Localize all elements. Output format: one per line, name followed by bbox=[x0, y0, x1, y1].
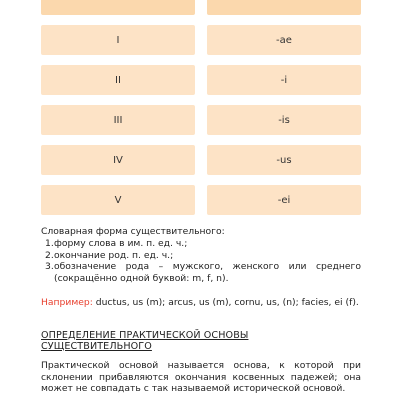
ending-cell: -ae bbox=[207, 25, 361, 55]
list-text: окончание род. п. ед. ч.; bbox=[54, 249, 174, 261]
example-text: ductus, us (m); arcus, us (m), cornu, us, (n); facies, ei (f). bbox=[92, 297, 359, 308]
declension-cell: II bbox=[41, 65, 195, 95]
ending-cell: -ei bbox=[207, 185, 361, 215]
declension-cell: I bbox=[41, 25, 195, 55]
dict-form-list bbox=[45, 238, 361, 284]
section-heading: ОПРЕДЕЛЕНИЕ ПРАКТИЧЕСКОЙ ОСНОВЫ СУЩЕСТВИТЕЛЬНОГО bbox=[41, 330, 249, 352]
section-paragraph: Практической основой называется основа, к которой при склонении прибавляются окончания косвенных падежей; она может не совпадать с так называемой исторической основой. bbox=[41, 360, 361, 395]
table-row bbox=[41, 65, 361, 95]
list-number: 2. bbox=[45, 249, 54, 261]
header-cell-ending bbox=[207, 0, 361, 15]
table-row bbox=[41, 145, 361, 175]
table-row bbox=[41, 105, 361, 135]
list-text: (сокращённо одной буквой: m, f, n). bbox=[54, 272, 229, 284]
ending-cell: -i bbox=[207, 65, 361, 95]
declension-cell: III bbox=[41, 105, 195, 135]
list-number: 3. bbox=[45, 261, 54, 272]
list-item bbox=[45, 238, 361, 250]
dict-form-title: Словарная форма существительного: bbox=[41, 226, 225, 237]
table-header-row bbox=[41, 0, 361, 15]
list-text: обозначение рода – мужского, женского или среднего bbox=[54, 261, 361, 272]
declension-table bbox=[41, 0, 361, 225]
example-label: Например: bbox=[41, 297, 93, 308]
ending-cell: -is bbox=[207, 105, 361, 135]
declension-cell: V bbox=[41, 185, 195, 215]
ending-cell: -us bbox=[207, 145, 361, 175]
list-number: 1. bbox=[45, 238, 54, 249]
declension-cell: IV bbox=[41, 145, 195, 175]
list-item bbox=[45, 250, 361, 262]
header-cell-declension bbox=[41, 0, 195, 15]
list-item-continuation bbox=[45, 273, 361, 285]
table-row bbox=[41, 185, 361, 215]
list-text: форму слова в им. п. ед. ч.; bbox=[54, 238, 188, 249]
example-line bbox=[41, 297, 361, 309]
table-row bbox=[41, 25, 361, 55]
list-item bbox=[45, 261, 361, 273]
